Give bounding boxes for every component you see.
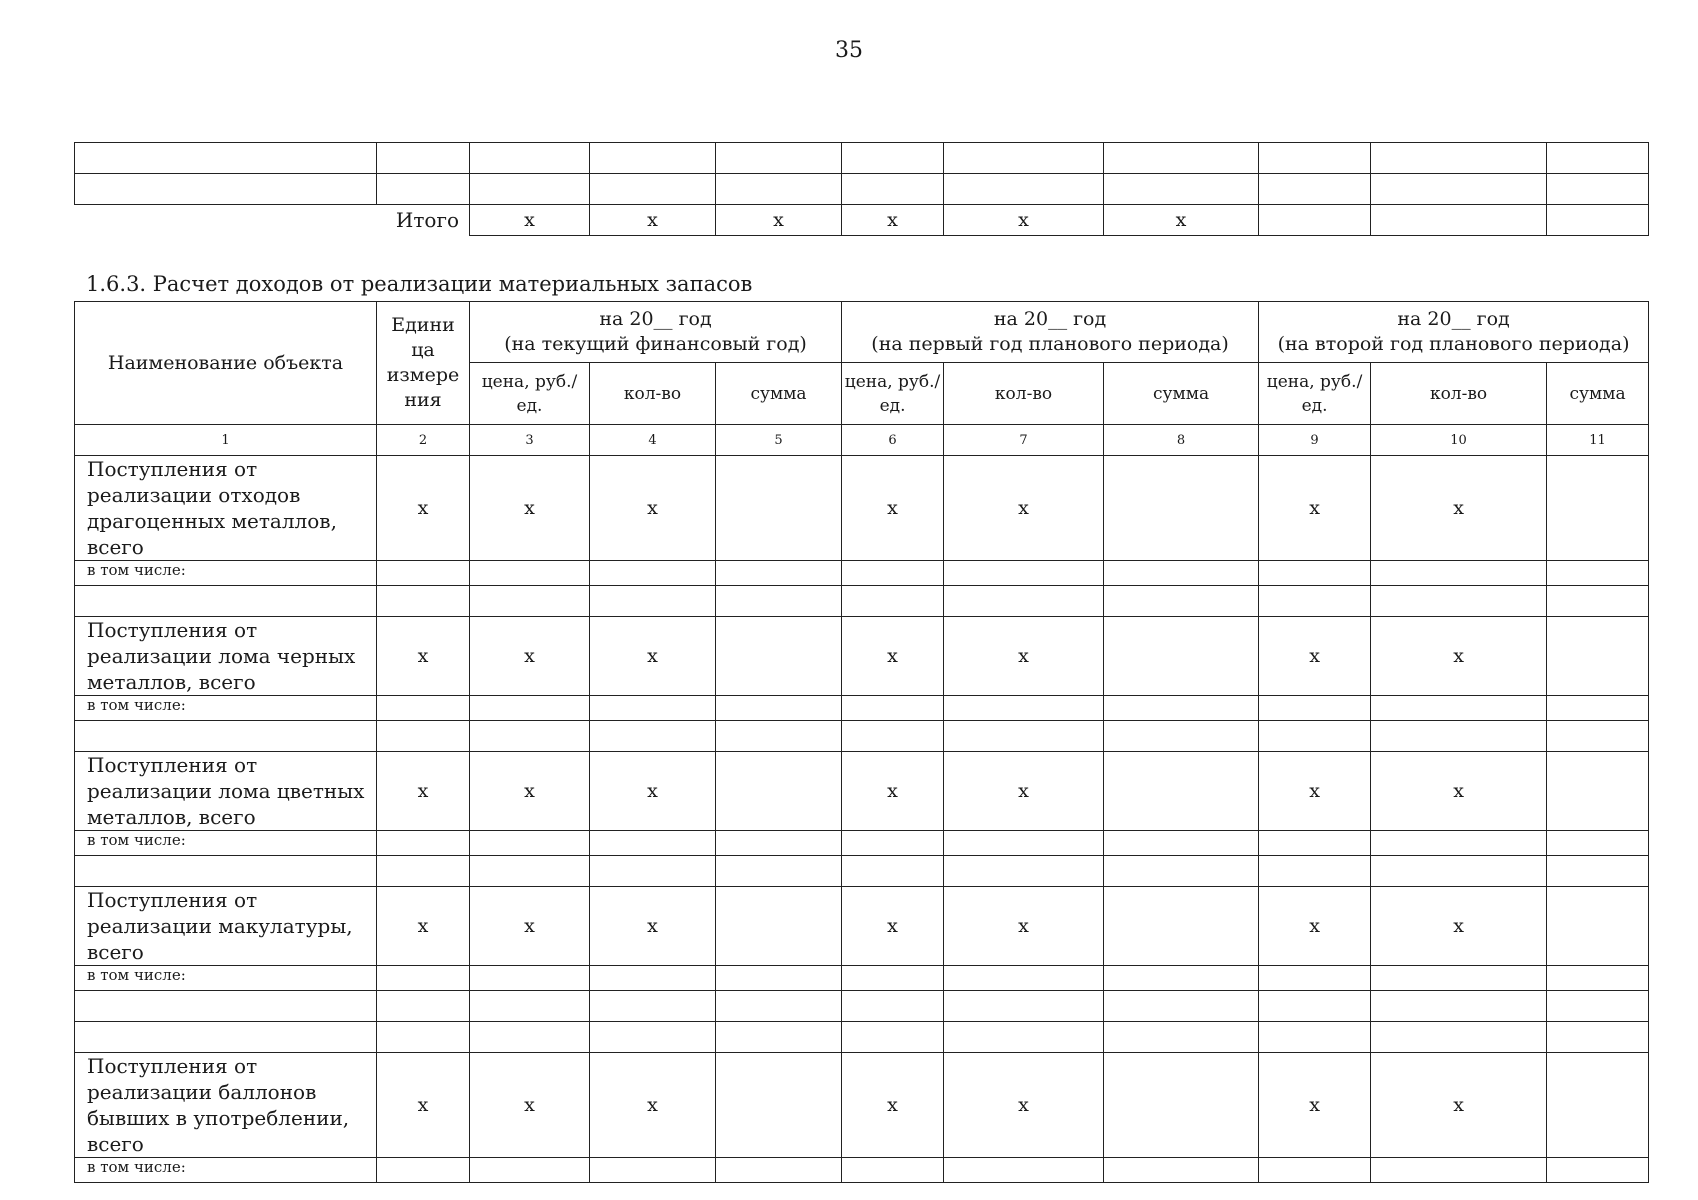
total-mark: х [470, 205, 590, 236]
table-cell [944, 1022, 1104, 1053]
table-cell [1104, 617, 1259, 696]
table-cell [1547, 831, 1649, 856]
na-mark: х [944, 752, 1104, 831]
table-cell [1104, 752, 1259, 831]
na-mark: х [590, 456, 716, 561]
na-mark: х [377, 1053, 470, 1158]
table-cell [1104, 696, 1259, 721]
column-header-quantity: кол-во [1371, 363, 1547, 425]
table-cell [377, 1158, 470, 1183]
table-cell [944, 1158, 1104, 1183]
table-cell [1259, 856, 1371, 887]
including-row [75, 966, 1649, 991]
table-cell [1547, 617, 1649, 696]
table-cell [716, 966, 842, 991]
column-number: 6 [842, 425, 944, 456]
table-cell [944, 831, 1104, 856]
table-cell [842, 966, 944, 991]
table-cell [470, 991, 590, 1022]
table-cell [75, 991, 377, 1022]
table-cell [1259, 561, 1371, 586]
column-number: 10 [1371, 425, 1547, 456]
blank-row [75, 586, 1649, 617]
column-group-current-year [470, 302, 842, 363]
header-row [75, 302, 1649, 363]
table-cell [716, 752, 842, 831]
total-row [75, 205, 1649, 236]
table-cell [377, 1022, 470, 1053]
material-stock-income-table [74, 301, 1649, 1183]
na-mark: х [470, 1053, 590, 1158]
table-cell [1547, 752, 1649, 831]
table-cell [944, 721, 1104, 752]
table-cell [470, 856, 590, 887]
table-cell [470, 966, 590, 991]
table-cell [1371, 561, 1547, 586]
blank-row [75, 991, 1649, 1022]
na-mark: х [944, 456, 1104, 561]
na-mark: х [1371, 887, 1547, 966]
table-cell [944, 856, 1104, 887]
table-cell [1547, 696, 1649, 721]
table-cell [1259, 831, 1371, 856]
including-label: в том числе: [75, 831, 377, 856]
table-cell [1104, 1158, 1259, 1183]
na-mark: х [1259, 617, 1371, 696]
table-cell [470, 561, 590, 586]
na-mark: х [944, 1053, 1104, 1158]
column-number: 9 [1259, 425, 1371, 456]
na-mark: х [590, 1053, 716, 1158]
total-label: Итого [395, 208, 459, 233]
column-number: 1 [75, 425, 377, 456]
table-cell [716, 991, 842, 1022]
na-mark: х [470, 617, 590, 696]
table-cell [1259, 1022, 1371, 1053]
na-mark: х [470, 752, 590, 831]
table-cell [716, 856, 842, 887]
table-cell [1259, 721, 1371, 752]
table-cell [1104, 561, 1259, 586]
including-row [75, 561, 1649, 586]
na-mark: х [590, 752, 716, 831]
blank-row [75, 856, 1649, 887]
column-header-price: цена, руб./ед. [470, 363, 590, 425]
table-cell [842, 586, 944, 617]
na-mark: х [377, 752, 470, 831]
table-cell [1547, 586, 1649, 617]
table-cell [944, 991, 1104, 1022]
section-total-row [75, 456, 1649, 561]
table-cell [470, 721, 590, 752]
including-label: в том числе: [75, 1158, 377, 1183]
column-header-quantity: кол-во [590, 363, 716, 425]
table-cell [75, 721, 377, 752]
na-mark: х [1259, 456, 1371, 561]
table-cell [842, 831, 944, 856]
table-cell [470, 586, 590, 617]
table-cell [75, 1022, 377, 1053]
row-name: Поступления от реализации лома черных металлов, всего [75, 617, 377, 696]
na-mark: х [1371, 1053, 1547, 1158]
table-cell [1104, 887, 1259, 966]
table-cell [1259, 966, 1371, 991]
na-mark: х [377, 617, 470, 696]
table-cell [716, 1053, 842, 1158]
table-cell [1104, 831, 1259, 856]
na-mark: х [470, 456, 590, 561]
section-total-row [75, 752, 1649, 831]
row-name: Поступления от реализации макулатуры, всего [75, 887, 377, 966]
column-number: 7 [944, 425, 1104, 456]
page-number: 35 [835, 38, 863, 63]
including-label: в том числе: [75, 966, 377, 991]
column-header-price: цена, руб./ед. [1259, 363, 1371, 425]
na-mark: х [590, 887, 716, 966]
including-label: в том числе: [75, 696, 377, 721]
row-name: Поступления от реализации отходов драгоценных металлов, всего [75, 456, 377, 561]
table-cell [1104, 966, 1259, 991]
table-cell [842, 856, 944, 887]
column-header-quantity: кол-во [944, 363, 1104, 425]
table-cell [1104, 856, 1259, 887]
column-header-sum: сумма [1547, 363, 1649, 425]
blank-row [75, 1022, 1649, 1053]
table-row [75, 143, 1649, 174]
table-cell [590, 586, 716, 617]
total-mark: х [1104, 205, 1259, 236]
table-cell [590, 696, 716, 721]
table-cell [1259, 991, 1371, 1022]
group-period-label: (на первый год планового периода) [871, 333, 1229, 355]
na-mark: х [842, 752, 944, 831]
table-cell [1547, 966, 1649, 991]
table-cell [377, 856, 470, 887]
table-cell [716, 561, 842, 586]
column-header-sum: сумма [1104, 363, 1259, 425]
column-header-name: Наименование объекта [75, 302, 377, 425]
table-cell [1547, 1158, 1649, 1183]
table-cell [590, 991, 716, 1022]
table-cell [944, 696, 1104, 721]
group-year-label: на 20__ год [993, 308, 1107, 330]
table-cell [590, 966, 716, 991]
table-cell [1547, 456, 1649, 561]
blank-row [75, 721, 1649, 752]
table-cell [1371, 1158, 1547, 1183]
na-mark: х [842, 1053, 944, 1158]
table-cell [1547, 856, 1649, 887]
table-cell [590, 1158, 716, 1183]
including-row [75, 696, 1649, 721]
table-cell [470, 1158, 590, 1183]
table-cell [1371, 991, 1547, 1022]
na-mark: х [842, 617, 944, 696]
column-number: 5 [716, 425, 842, 456]
na-mark: х [1259, 752, 1371, 831]
table-cell [842, 991, 944, 1022]
table-cell [1104, 1022, 1259, 1053]
table-cell [716, 456, 842, 561]
table-cell [716, 1022, 842, 1053]
na-mark: х [842, 887, 944, 966]
column-header-sum: сумма [716, 363, 842, 425]
na-mark: х [944, 617, 1104, 696]
section-total-row [75, 617, 1649, 696]
table-cell [590, 721, 716, 752]
group-year-label: на 20__ год [599, 308, 712, 330]
column-number: 4 [590, 425, 716, 456]
table-cell [590, 561, 716, 586]
table-cell [716, 696, 842, 721]
table-cell [470, 1022, 590, 1053]
column-header-price: цена, руб./ед. [842, 363, 944, 425]
total-mark: х [716, 205, 842, 236]
table-cell [377, 561, 470, 586]
total-mark: х [944, 205, 1104, 236]
table-cell [1104, 456, 1259, 561]
table-cell [377, 966, 470, 991]
table-cell [1104, 991, 1259, 1022]
table-cell [1547, 561, 1649, 586]
including-row [75, 1158, 1649, 1183]
table-cell [944, 966, 1104, 991]
table-cell [1371, 856, 1547, 887]
na-mark: х [1259, 1053, 1371, 1158]
section-total-row [75, 1053, 1649, 1158]
table-cell [944, 586, 1104, 617]
table-cell [842, 1158, 944, 1183]
na-mark: х [842, 456, 944, 561]
table-cell [1104, 1053, 1259, 1158]
table-cell [842, 721, 944, 752]
column-header-unit: Едини ца измере ния [377, 302, 470, 425]
row-name: Поступления от реализации баллонов бывших в употреблении, всего [75, 1053, 377, 1158]
total-mark: х [842, 205, 944, 236]
column-number-row [75, 425, 1649, 456]
column-number: 2 [377, 425, 470, 456]
table-cell [377, 586, 470, 617]
including-label: в том числе: [75, 561, 377, 586]
table-cell [377, 831, 470, 856]
table-cell [590, 831, 716, 856]
table-cell [1547, 991, 1649, 1022]
section-heading: 1.6.3. Расчет доходов от реализации материальных запасов [86, 272, 753, 296]
table-cell [716, 586, 842, 617]
table-cell [1259, 1158, 1371, 1183]
group-period-label: (на второй год планового периода) [1277, 333, 1630, 355]
table-cell [716, 617, 842, 696]
total-mark: х [590, 205, 716, 236]
table-cell [377, 991, 470, 1022]
table-cell [470, 831, 590, 856]
table-cell [842, 696, 944, 721]
na-mark: х [1371, 752, 1547, 831]
table-cell [716, 887, 842, 966]
table-cell [1259, 696, 1371, 721]
table-row [75, 174, 1649, 205]
column-group-first-plan-year [842, 302, 1259, 363]
table-cell [716, 721, 842, 752]
table-cell [1259, 586, 1371, 617]
table-cell [377, 721, 470, 752]
previous-table-continuation [74, 142, 1649, 236]
group-period-label: (на текущий финансовый год) [504, 333, 807, 355]
table-cell [1371, 1022, 1547, 1053]
table-cell [590, 1022, 716, 1053]
table-cell [75, 856, 377, 887]
column-number: 8 [1104, 425, 1259, 456]
na-mark: х [377, 456, 470, 561]
table-cell [944, 561, 1104, 586]
table-cell [590, 856, 716, 887]
table-cell [75, 586, 377, 617]
na-mark: х [1259, 887, 1371, 966]
table-cell [1371, 721, 1547, 752]
table-cell [842, 1022, 944, 1053]
group-year-label: на 20__ год [1397, 308, 1510, 330]
table-cell [470, 696, 590, 721]
section-total-row [75, 887, 1649, 966]
including-row [75, 831, 1649, 856]
column-number: 3 [470, 425, 590, 456]
na-mark: х [377, 887, 470, 966]
table-cell [1371, 831, 1547, 856]
column-group-second-plan-year [1259, 302, 1649, 363]
table-cell [1547, 721, 1649, 752]
na-mark: х [944, 887, 1104, 966]
row-name: Поступления от реализации лома цветных металлов, всего [75, 752, 377, 831]
table-cell [1104, 721, 1259, 752]
na-mark: х [1371, 617, 1547, 696]
table-cell [716, 1158, 842, 1183]
na-mark: х [1371, 456, 1547, 561]
na-mark: х [590, 617, 716, 696]
table-cell [1104, 586, 1259, 617]
table-cell [842, 561, 944, 586]
table-cell [1371, 696, 1547, 721]
table-cell [716, 831, 842, 856]
table-cell [1547, 1022, 1649, 1053]
column-number: 11 [1547, 425, 1649, 456]
table-cell [1371, 966, 1547, 991]
table-cell [1547, 887, 1649, 966]
table-cell [1547, 1053, 1649, 1158]
table-cell [1371, 586, 1547, 617]
na-mark: х [470, 887, 590, 966]
table-cell [377, 696, 470, 721]
